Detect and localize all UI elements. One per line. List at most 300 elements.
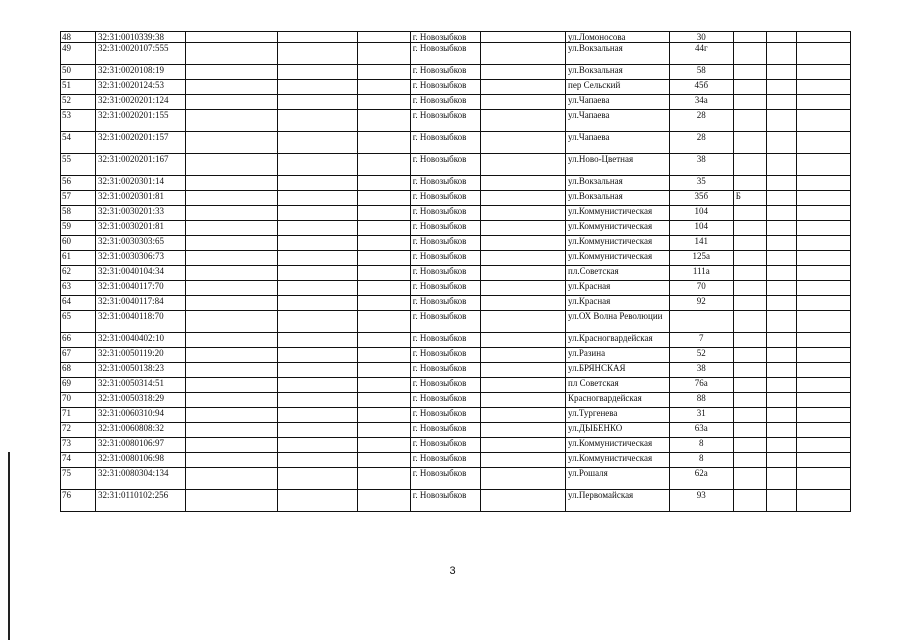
cell-empty bbox=[358, 408, 410, 423]
cell-num: 68 bbox=[61, 363, 96, 378]
cell-empty bbox=[480, 266, 565, 281]
cell-cad: 32:31:0050314:51 bbox=[95, 378, 186, 393]
cell-lit bbox=[733, 132, 766, 154]
cell-empty bbox=[766, 132, 797, 154]
cell-empty bbox=[358, 251, 410, 266]
cell-house: 63а bbox=[669, 423, 733, 438]
cell-empty bbox=[480, 251, 565, 266]
cell-city: г. Новозыбков bbox=[410, 132, 480, 154]
cell-cad: 32:31:0030306:73 bbox=[95, 251, 186, 266]
cell-empty bbox=[797, 221, 851, 236]
cell-empty bbox=[358, 65, 410, 80]
cell-street: ул.Коммунистическая bbox=[566, 206, 670, 221]
cell-street: ул.Вокзальная bbox=[566, 65, 670, 80]
cell-house: 76а bbox=[669, 378, 733, 393]
cell-num: 49 bbox=[61, 43, 96, 65]
cell-lit: Б bbox=[733, 191, 766, 206]
cell-cad: 32:31:0080304:134 bbox=[95, 468, 186, 490]
cell-empty bbox=[358, 296, 410, 311]
cell-street: ул.Ломоносова bbox=[566, 32, 670, 43]
cell-cad: 32:31:0050119:20 bbox=[95, 348, 186, 363]
cell-empty bbox=[797, 281, 851, 296]
cell-empty bbox=[480, 132, 565, 154]
table-row bbox=[61, 348, 851, 363]
cell-empty bbox=[278, 281, 358, 296]
cell-cad: 32:31:0030303:65 bbox=[95, 236, 186, 251]
cell-lit bbox=[733, 176, 766, 191]
cell-house: 7 bbox=[669, 333, 733, 348]
cell-street: ул.Вокзальная bbox=[566, 176, 670, 191]
cell-city: г. Новозыбков bbox=[410, 393, 480, 408]
cell-empty bbox=[278, 206, 358, 221]
cell-empty bbox=[278, 311, 358, 333]
cell-empty bbox=[480, 95, 565, 110]
cell-house: 28 bbox=[669, 132, 733, 154]
cell-num: 57 bbox=[61, 191, 96, 206]
cell-empty bbox=[358, 348, 410, 363]
cell-cad: 32:31:0020201:124 bbox=[95, 95, 186, 110]
table-row bbox=[61, 32, 851, 43]
cell-cad: 32:31:0010339:38 bbox=[95, 32, 186, 43]
cell-empty bbox=[278, 80, 358, 95]
cell-street: пер Сельский bbox=[566, 80, 670, 95]
cell-empty bbox=[797, 348, 851, 363]
cell-empty bbox=[480, 65, 565, 80]
cell-empty bbox=[480, 32, 565, 43]
cell-empty bbox=[278, 65, 358, 80]
cell-empty bbox=[278, 378, 358, 393]
cell-empty bbox=[186, 348, 278, 363]
cell-empty bbox=[797, 43, 851, 65]
cell-empty bbox=[278, 32, 358, 43]
cell-lit bbox=[733, 453, 766, 468]
cell-empty bbox=[186, 266, 278, 281]
cell-city: г. Новозыбков bbox=[410, 80, 480, 95]
cell-city: г. Новозыбков bbox=[410, 191, 480, 206]
registry-table-body bbox=[61, 32, 851, 512]
cell-empty bbox=[358, 490, 410, 512]
cell-empty bbox=[797, 154, 851, 176]
cell-empty bbox=[797, 132, 851, 154]
cell-empty bbox=[797, 333, 851, 348]
cell-empty bbox=[358, 154, 410, 176]
cell-empty bbox=[358, 95, 410, 110]
cell-empty bbox=[766, 363, 797, 378]
cell-empty bbox=[358, 311, 410, 333]
cell-house: 104 bbox=[669, 206, 733, 221]
cell-house: 45б bbox=[669, 80, 733, 95]
cell-city: г. Новозыбков bbox=[410, 221, 480, 236]
cell-lit bbox=[733, 154, 766, 176]
cell-empty bbox=[358, 393, 410, 408]
cell-empty bbox=[186, 236, 278, 251]
cell-lit bbox=[733, 32, 766, 43]
cell-empty bbox=[278, 154, 358, 176]
cell-lit bbox=[733, 43, 766, 65]
cell-empty bbox=[766, 490, 797, 512]
cell-house bbox=[669, 311, 733, 333]
cell-empty bbox=[358, 191, 410, 206]
cell-street: ул.ДЫБЕНКО bbox=[566, 423, 670, 438]
cell-empty bbox=[278, 191, 358, 206]
cell-empty bbox=[766, 296, 797, 311]
cell-lit bbox=[733, 95, 766, 110]
cell-city: г. Новозыбков bbox=[410, 348, 480, 363]
cell-empty bbox=[358, 363, 410, 378]
cell-city: г. Новозыбков bbox=[410, 206, 480, 221]
cell-city: г. Новозыбков bbox=[410, 296, 480, 311]
cell-empty bbox=[358, 438, 410, 453]
table-row bbox=[61, 191, 851, 206]
cell-street: ул.Тургенева bbox=[566, 408, 670, 423]
cell-num: 54 bbox=[61, 132, 96, 154]
cell-empty bbox=[797, 191, 851, 206]
cell-lit bbox=[733, 333, 766, 348]
cell-empty bbox=[186, 110, 278, 132]
cell-empty bbox=[186, 423, 278, 438]
cell-house: 34а bbox=[669, 95, 733, 110]
cell-empty bbox=[358, 43, 410, 65]
cell-empty bbox=[797, 453, 851, 468]
cell-num: 67 bbox=[61, 348, 96, 363]
cell-empty bbox=[278, 266, 358, 281]
cell-empty bbox=[186, 468, 278, 490]
scan-margin-line bbox=[8, 452, 10, 640]
cell-street: ул.Красногвардейская bbox=[566, 333, 670, 348]
cell-empty bbox=[480, 453, 565, 468]
table-row bbox=[61, 132, 851, 154]
cell-empty bbox=[278, 176, 358, 191]
cell-empty bbox=[766, 154, 797, 176]
cell-num: 62 bbox=[61, 266, 96, 281]
cell-empty bbox=[480, 393, 565, 408]
cell-house: 93 bbox=[669, 490, 733, 512]
cell-cad: 32:31:0020301:81 bbox=[95, 191, 186, 206]
cell-num: 53 bbox=[61, 110, 96, 132]
cell-empty bbox=[278, 438, 358, 453]
cell-empty bbox=[797, 438, 851, 453]
table-row bbox=[61, 221, 851, 236]
cell-empty bbox=[766, 453, 797, 468]
cell-empty bbox=[766, 468, 797, 490]
cell-empty bbox=[766, 393, 797, 408]
cell-empty bbox=[278, 43, 358, 65]
cell-street: ул.Коммунистическая bbox=[566, 251, 670, 266]
cell-empty bbox=[797, 378, 851, 393]
cell-house: 58 bbox=[669, 65, 733, 80]
cell-lit bbox=[733, 311, 766, 333]
cell-lit bbox=[733, 468, 766, 490]
table-row bbox=[61, 95, 851, 110]
cell-empty bbox=[186, 408, 278, 423]
cell-empty bbox=[278, 236, 358, 251]
cell-num: 50 bbox=[61, 65, 96, 80]
cell-house: 35б bbox=[669, 191, 733, 206]
cell-empty bbox=[278, 423, 358, 438]
cell-street: ул.Чапаева bbox=[566, 132, 670, 154]
cell-cad: 32:31:0020201:155 bbox=[95, 110, 186, 132]
cell-empty bbox=[766, 32, 797, 43]
cell-cad: 32:31:0040402:10 bbox=[95, 333, 186, 348]
cell-city: г. Новозыбков bbox=[410, 453, 480, 468]
cell-house: 125а bbox=[669, 251, 733, 266]
cell-num: 60 bbox=[61, 236, 96, 251]
cell-empty bbox=[186, 438, 278, 453]
cell-cad: 32:31:0080106:97 bbox=[95, 438, 186, 453]
cell-city: г. Новозыбков bbox=[410, 378, 480, 393]
cell-empty bbox=[766, 176, 797, 191]
cell-empty bbox=[766, 348, 797, 363]
cell-empty bbox=[358, 80, 410, 95]
cell-empty bbox=[278, 333, 358, 348]
cell-empty bbox=[480, 154, 565, 176]
cell-empty bbox=[186, 378, 278, 393]
cell-street: ул.Коммунистическая bbox=[566, 453, 670, 468]
cell-empty bbox=[358, 132, 410, 154]
cell-city: г. Новозыбков bbox=[410, 468, 480, 490]
cell-cad: 32:31:0030201:81 bbox=[95, 221, 186, 236]
cell-city: г. Новозыбков bbox=[410, 363, 480, 378]
cell-num: 71 bbox=[61, 408, 96, 423]
cell-lit bbox=[733, 490, 766, 512]
table-row bbox=[61, 281, 851, 296]
cell-empty bbox=[480, 110, 565, 132]
table-row bbox=[61, 65, 851, 80]
table-row bbox=[61, 393, 851, 408]
table-row bbox=[61, 110, 851, 132]
cell-house: 8 bbox=[669, 453, 733, 468]
cell-num: 70 bbox=[61, 393, 96, 408]
cell-empty bbox=[797, 363, 851, 378]
cell-empty bbox=[186, 281, 278, 296]
table-row bbox=[61, 80, 851, 95]
cell-lit bbox=[733, 393, 766, 408]
cell-empty bbox=[186, 132, 278, 154]
cell-num: 55 bbox=[61, 154, 96, 176]
cell-empty bbox=[480, 311, 565, 333]
cell-street: ул.Коммунистическая bbox=[566, 221, 670, 236]
cell-street: ул.Красная bbox=[566, 296, 670, 311]
cell-num: 56 bbox=[61, 176, 96, 191]
cell-empty bbox=[186, 43, 278, 65]
cell-lit bbox=[733, 221, 766, 236]
cell-street: ул.Рошаля bbox=[566, 468, 670, 490]
cell-empty bbox=[358, 206, 410, 221]
cell-lit bbox=[733, 296, 766, 311]
cell-empty bbox=[358, 236, 410, 251]
cell-street: ул.Чапаева bbox=[566, 95, 670, 110]
cell-street: пл.Советская bbox=[566, 266, 670, 281]
cell-num: 58 bbox=[61, 206, 96, 221]
table-row bbox=[61, 423, 851, 438]
cell-empty bbox=[766, 110, 797, 132]
cell-lit bbox=[733, 281, 766, 296]
cell-cad: 32:31:0110102:256 bbox=[95, 490, 186, 512]
cell-cad: 32:31:0040118:70 bbox=[95, 311, 186, 333]
cell-empty bbox=[278, 296, 358, 311]
cell-cad: 32:31:0060310:94 bbox=[95, 408, 186, 423]
cell-city: г. Новозыбков bbox=[410, 490, 480, 512]
cell-lit bbox=[733, 266, 766, 281]
cell-street: ул.Вокзальная bbox=[566, 43, 670, 65]
cell-num: 59 bbox=[61, 221, 96, 236]
cell-city: г. Новозыбков bbox=[410, 311, 480, 333]
cadastral-registry-table bbox=[60, 31, 851, 512]
cell-empty bbox=[766, 191, 797, 206]
cell-cad: 32:31:0020201:167 bbox=[95, 154, 186, 176]
cell-num: 52 bbox=[61, 95, 96, 110]
cell-street: пл Советская bbox=[566, 378, 670, 393]
cell-city: г. Новозыбков bbox=[410, 95, 480, 110]
cell-empty bbox=[186, 32, 278, 43]
cell-city: г. Новозыбков bbox=[410, 176, 480, 191]
cell-city: г. Новозыбков bbox=[410, 408, 480, 423]
cell-cad: 32:31:0020301:14 bbox=[95, 176, 186, 191]
cell-city: г. Новозыбков bbox=[410, 236, 480, 251]
cell-empty bbox=[358, 281, 410, 296]
cell-cad: 32:31:0050318:29 bbox=[95, 393, 186, 408]
cell-empty bbox=[766, 266, 797, 281]
cell-empty bbox=[797, 236, 851, 251]
cell-empty bbox=[766, 438, 797, 453]
cell-house: 8 bbox=[669, 438, 733, 453]
cell-num: 69 bbox=[61, 378, 96, 393]
cell-empty bbox=[186, 311, 278, 333]
cell-street: ул.ОХ Волна Революции bbox=[566, 311, 670, 333]
cell-lit bbox=[733, 65, 766, 80]
cell-empty bbox=[278, 348, 358, 363]
cell-empty bbox=[797, 490, 851, 512]
cell-cad: 32:31:0020124:53 bbox=[95, 80, 186, 95]
cell-street: ул.Ново-Цветная bbox=[566, 154, 670, 176]
cell-empty bbox=[480, 348, 565, 363]
cell-empty bbox=[186, 191, 278, 206]
cell-empty bbox=[480, 191, 565, 206]
cell-empty bbox=[797, 468, 851, 490]
table-row bbox=[61, 490, 851, 512]
cell-cad: 32:31:0040117:70 bbox=[95, 281, 186, 296]
cell-house: 35 bbox=[669, 176, 733, 191]
cell-cad: 32:31:0050138:23 bbox=[95, 363, 186, 378]
cell-cad: 32:31:0020107:555 bbox=[95, 43, 186, 65]
cell-empty bbox=[797, 393, 851, 408]
cell-lit bbox=[733, 110, 766, 132]
cell-cad: 32:31:0020108:19 bbox=[95, 65, 186, 80]
cell-lit bbox=[733, 378, 766, 393]
cell-empty bbox=[186, 206, 278, 221]
cell-city: г. Новозыбков bbox=[410, 65, 480, 80]
cell-empty bbox=[797, 296, 851, 311]
table-row bbox=[61, 236, 851, 251]
cell-cad: 32:31:0020201:157 bbox=[95, 132, 186, 154]
table-row bbox=[61, 438, 851, 453]
cell-empty bbox=[797, 176, 851, 191]
cell-empty bbox=[186, 154, 278, 176]
table-row bbox=[61, 453, 851, 468]
cell-house: 92 bbox=[669, 296, 733, 311]
cell-empty bbox=[766, 95, 797, 110]
cell-house: 38 bbox=[669, 363, 733, 378]
cell-empty bbox=[480, 206, 565, 221]
cell-lit bbox=[733, 236, 766, 251]
cell-empty bbox=[358, 378, 410, 393]
cell-empty bbox=[186, 65, 278, 80]
cell-empty bbox=[278, 221, 358, 236]
table-row bbox=[61, 378, 851, 393]
cell-empty bbox=[480, 408, 565, 423]
table-row bbox=[61, 251, 851, 266]
cell-num: 72 bbox=[61, 423, 96, 438]
cell-street: ул.Вокзальная bbox=[566, 191, 670, 206]
cell-empty bbox=[797, 32, 851, 43]
cell-empty bbox=[766, 408, 797, 423]
cell-empty bbox=[278, 251, 358, 266]
cell-empty bbox=[766, 311, 797, 333]
cell-empty bbox=[797, 266, 851, 281]
cell-empty bbox=[358, 333, 410, 348]
cell-empty bbox=[766, 251, 797, 266]
table-row bbox=[61, 408, 851, 423]
cell-num: 61 bbox=[61, 251, 96, 266]
page-number: 3 bbox=[449, 565, 456, 577]
table-row bbox=[61, 333, 851, 348]
cell-house: 70 bbox=[669, 281, 733, 296]
cell-lit bbox=[733, 348, 766, 363]
cell-empty bbox=[480, 296, 565, 311]
table-row bbox=[61, 176, 851, 191]
cell-lit bbox=[733, 363, 766, 378]
cell-empty bbox=[186, 95, 278, 110]
cell-city: г. Новозыбков bbox=[410, 333, 480, 348]
cell-empty bbox=[358, 32, 410, 43]
cell-empty bbox=[278, 95, 358, 110]
cell-house: 104 bbox=[669, 221, 733, 236]
cell-empty bbox=[797, 95, 851, 110]
table-row bbox=[61, 206, 851, 221]
cell-empty bbox=[278, 490, 358, 512]
table-row bbox=[61, 266, 851, 281]
cell-empty bbox=[766, 65, 797, 80]
cell-empty bbox=[358, 176, 410, 191]
cell-street: ул.Коммунистическая bbox=[566, 236, 670, 251]
cell-empty bbox=[766, 333, 797, 348]
cell-empty bbox=[797, 251, 851, 266]
cell-empty bbox=[186, 80, 278, 95]
cell-empty bbox=[480, 423, 565, 438]
cell-empty bbox=[766, 206, 797, 221]
cell-house: 28 bbox=[669, 110, 733, 132]
cell-empty bbox=[358, 110, 410, 132]
cell-cad: 32:31:0060808:32 bbox=[95, 423, 186, 438]
cell-lit bbox=[733, 408, 766, 423]
cell-num: 74 bbox=[61, 453, 96, 468]
cell-lit bbox=[733, 423, 766, 438]
cell-empty bbox=[186, 393, 278, 408]
cell-empty bbox=[797, 423, 851, 438]
cell-empty bbox=[278, 468, 358, 490]
cell-city: г. Новозыбков bbox=[410, 281, 480, 296]
cell-empty bbox=[797, 311, 851, 333]
cell-empty bbox=[358, 423, 410, 438]
cell-empty bbox=[278, 363, 358, 378]
cell-cad: 32:31:0040104:34 bbox=[95, 266, 186, 281]
cell-empty bbox=[766, 423, 797, 438]
cell-empty bbox=[278, 132, 358, 154]
cell-empty bbox=[766, 236, 797, 251]
cell-empty bbox=[480, 363, 565, 378]
cell-house: 88 bbox=[669, 393, 733, 408]
cell-empty bbox=[278, 453, 358, 468]
